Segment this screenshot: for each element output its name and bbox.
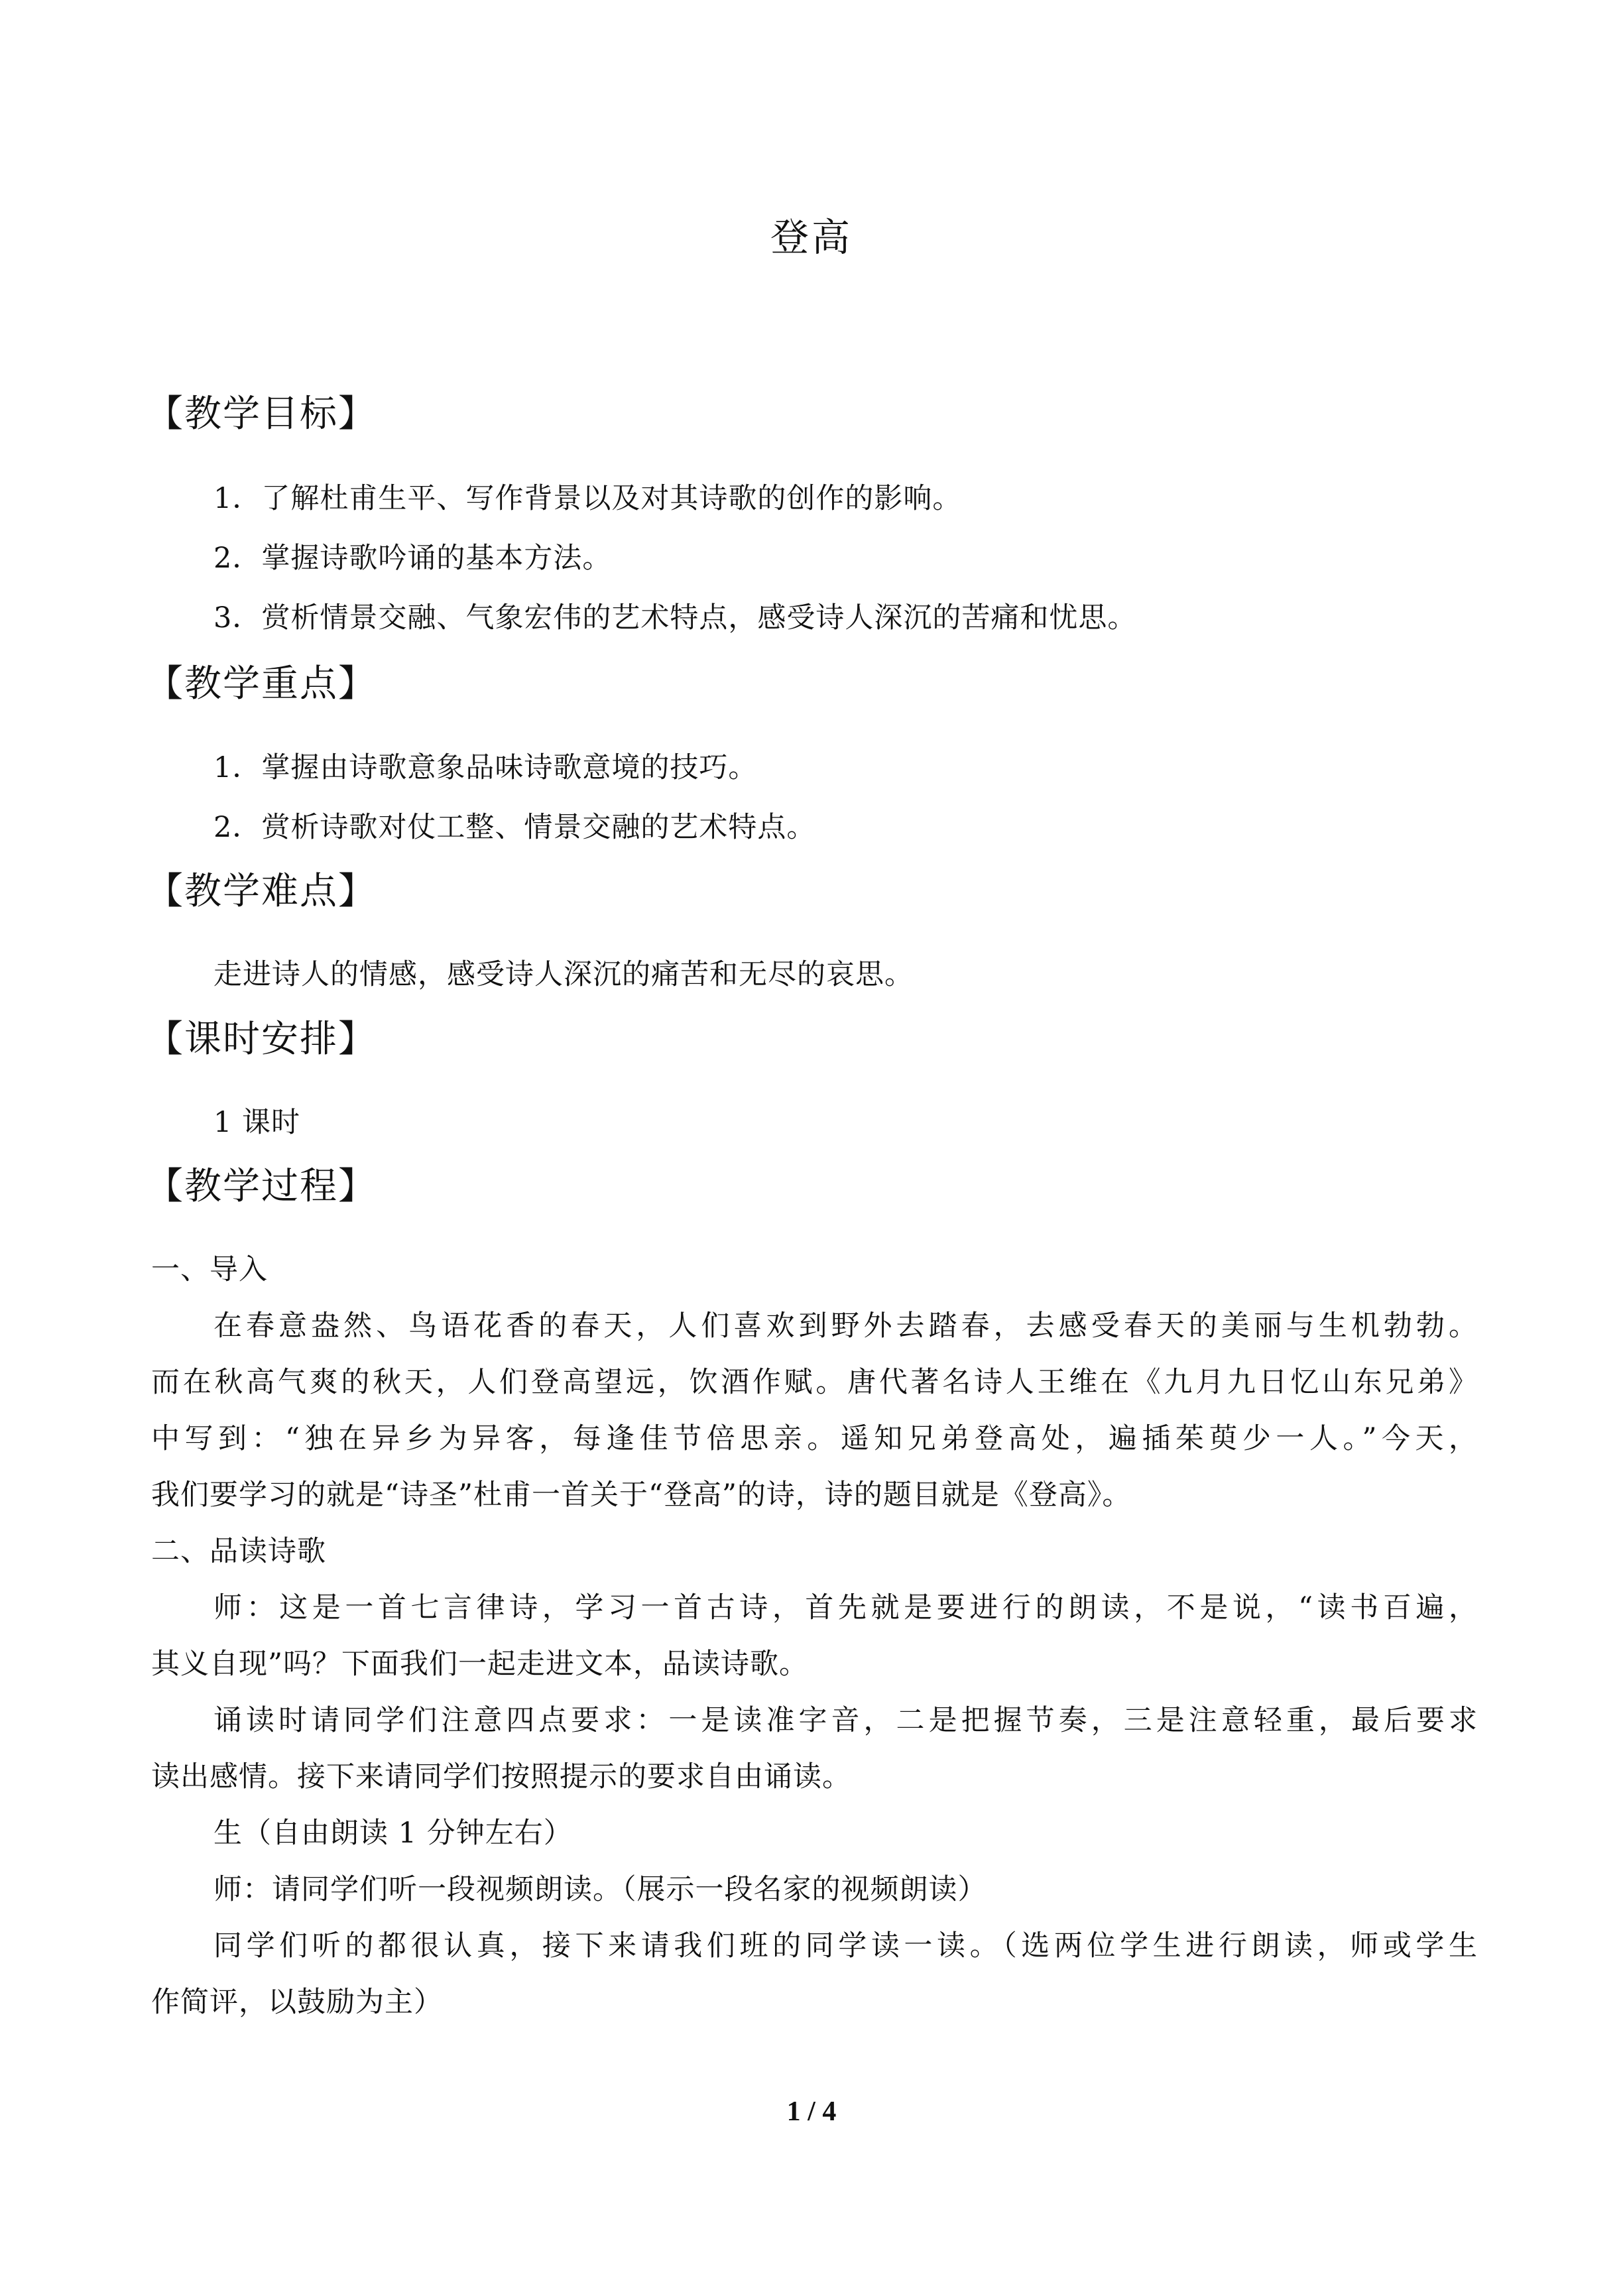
- section-heading-schedule: 【课时安排】: [146, 1018, 377, 1061]
- key-point-item: 2．赏析诗歌对仗工整、情景交融的艺术特点。: [213, 811, 816, 844]
- schedule-text: 1 课时: [213, 1106, 301, 1139]
- paragraph-line: 同学们听的都很认真，接下来请我们班的同学读一读。（选两位学生进行朗读，师或学生: [213, 1929, 1477, 1963]
- key-point-item: 1．掌握由诗歌意象品味诗歌意境的技巧。: [213, 751, 758, 784]
- paragraph-line: 师：请同学们听一段视频朗读。（展示一段名家的视频朗读）: [213, 1873, 987, 1906]
- section-heading-key-points: 【教学重点】: [146, 662, 377, 705]
- process-part-title: 二、品读诗歌: [151, 1535, 326, 1568]
- page-number: 1 / 4: [786, 2096, 837, 2127]
- objective-item: 1．了解杜甫生平、写作背景以及对其诗歌的创作的影响。: [213, 482, 962, 515]
- paragraph-line: 而在秋高气爽的秋天，人们登高望远，饮酒作赋。唐代著名诗人王维在《九月九日忆山东兄弟》: [151, 1366, 1477, 1399]
- paragraph-line: 诵读时请同学们注意四点要求：一是读准字音，二是把握节奏，三是注意轻重，最后要求: [213, 1704, 1477, 1737]
- paragraph-line: 我们要学习的就是“诗圣”杜甫一首关于“登高”的诗，诗的题目就是《登高》。: [151, 1479, 1132, 1512]
- paragraph-line: 作简评，以鼓励为主）: [151, 1986, 443, 2019]
- section-heading-process: 【教学过程】: [146, 1165, 377, 1208]
- paragraph-line: 读出感情。接下来请同学们按照提示的要求自由诵读。: [151, 1760, 851, 1793]
- paragraph-line: 中写到：“独在异乡为异客，每逢佳节倍思亲。遥知兄弟登高处，遍插茱萸少一人。”今天，: [151, 1422, 1477, 1455]
- section-heading-objectives: 【教学目标】: [146, 393, 377, 436]
- paragraph-line: 其义自现”吗？下面我们一起走进文本，品读诗歌。: [151, 1648, 808, 1681]
- section-heading-difficulties: 【教学难点】: [146, 870, 377, 913]
- objective-item: 3．赏析情景交融、气象宏伟的艺术特点，感受诗人深沉的苦痛和忧思。: [213, 601, 1137, 634]
- document-title: 登高: [770, 215, 853, 260]
- paragraph-line: 师：这是一首七言律诗，学习一首古诗，首先就是要进行的朗读，不是说，“读书百遍，: [213, 1591, 1477, 1624]
- paragraph-line: 在春意盎然、鸟语花香的春天，人们喜欢到野外去踏春，去感受春天的美丽与生机勃勃。: [213, 1309, 1477, 1343]
- paragraph-line: 生（自由朗读 1 分钟左右）: [213, 1817, 573, 1850]
- process-part-title: 一、导入: [151, 1253, 268, 1286]
- objective-item: 2．掌握诗歌吟诵的基本方法。: [213, 542, 612, 575]
- difficulties-text: 走进诗人的情感，感受诗人深沉的痛苦和无尽的哀思。: [213, 958, 914, 991]
